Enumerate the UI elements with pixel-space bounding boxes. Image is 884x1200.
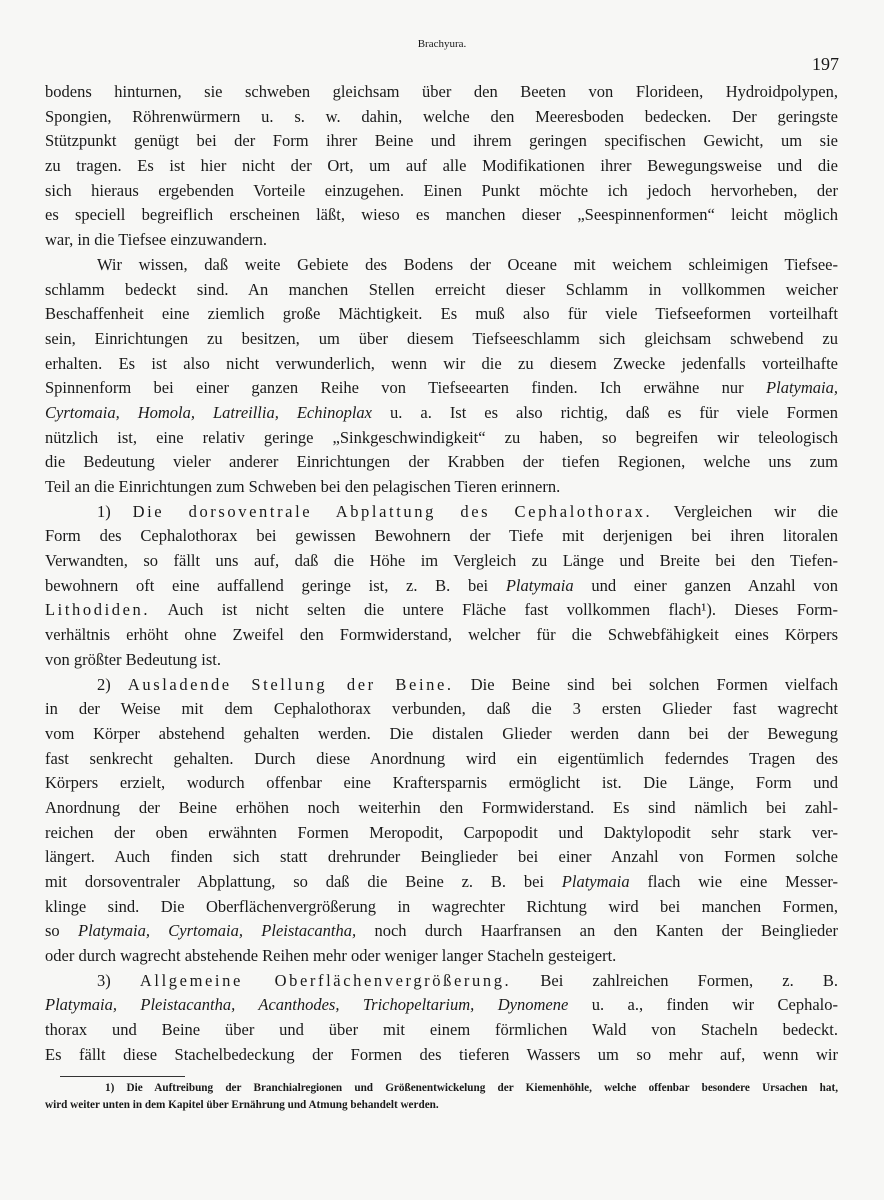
text-line: sich hieraus ergebenden Vorteile einzugehen. Einen Punkt möchte ich jedoch hervorheben, der — [45, 180, 838, 200]
text-segment: flach wie eine Messer- — [629, 872, 838, 891]
text-line: Stützpunkt genügt bei der Form ihrer Beine und ihrem geringen specifischen Gewicht, um sie — [45, 131, 838, 151]
text-line: die Bedeutung vieler anderer Einrichtungen der Krabben der tiefen Regionen, welche uns zum — [45, 452, 838, 472]
text-line: fast senkrecht gehalten. Durch diese Anordnung wird ein eigentümlich federndes Tragen des — [45, 748, 838, 768]
text-segment: 3) — [97, 970, 140, 990]
footnotes — [45, 1080, 838, 1114]
text-line — [45, 376, 838, 401]
text-line: sein, Einrichtungen zu besitzen, um über diesem Tiefseeschlamm sich gleichsam schwebend zu — [45, 328, 838, 348]
italic-taxon-names: Platymaia, Cyrtomaia, Pleistacantha, — [78, 921, 357, 941]
text-line: reichen der oben erwähnten Formen Meropodit, Carpopodit und Daktylopodit sehr stark ver- — [45, 822, 838, 842]
spaced-heading: Ausladende Stellung der Beine. — [127, 674, 454, 694]
text-line: zu tragen. Es ist hier nicht der Ort, um auf alle Modifikationen ihrer Bewegungsweise und die — [45, 156, 838, 176]
text-line: klinge sind. Die Oberflächenvergrößerung in wagrechter Richtung wird bei manchen Formen, — [45, 896, 838, 916]
text-line: Teil an die Einrichtungen zum Schweben bei den pelagischen Tieren erinnern. — [45, 477, 561, 496]
text-line — [45, 919, 838, 944]
text-line: Spongien, Röhrenwürmern u. s. w. dahin, welche den Meeresboden bedecken. Der geringste — [45, 106, 838, 126]
text-line: Körpers erzielt, wodurch offenbar eine Kraftersparnis ermöglicht ist. Die Länge, Form und — [45, 773, 838, 793]
text-line: nützlich ist, eine relativ geringe „Sinkgeschwindigkeit“ zu haben, so begreifen wir teleologisch — [45, 427, 838, 447]
text-line — [45, 500, 838, 525]
text-line: Beschaffenheit eine ziemlich große Mächtigkeit. Es muß also für viele Tiefseeformen vorteilhaft — [45, 304, 838, 324]
text-line: schlamm bedeckt sind. An manchen Stellen erreicht dieser Schlamm in vollkommen weicher — [45, 279, 838, 299]
text-line: war, in die Tiefsee einzuwandern. — [45, 230, 268, 250]
text-segment: bewohnern oft eine auffallend geringe ist, z. B. bei — [45, 575, 506, 595]
text-line: von größter Bedeutung ist. — [45, 649, 221, 669]
italic-taxon-names: Platymaia — [561, 872, 630, 891]
text-line: vom Körper abstehend gehalten werden. Die distalen Glieder werden dann bei der Bewegung — [45, 723, 838, 743]
text-segment: Vergleichen wir die — [652, 501, 838, 521]
text-line: verhältnis erhöht ohne Zweifel den Formwiderstand, welcher für die Schwebfähigkeit eines Körpers — [45, 625, 838, 645]
text-segment: 2) — [97, 674, 128, 694]
text-segment: Auch ist nicht selten die untere Fläche fast vollkommen flach¹). Dieses Form- — [150, 600, 838, 620]
text-line: thorax und Beine über und über mit einem förmlichen Wald von Stacheln bedeckt. — [45, 1020, 838, 1040]
text-line: oder durch wagrecht abstehende Reihen mehr oder weniger langer Stacheln gesteigert. — [45, 946, 617, 966]
text-line: Form des Cephalothorax bei gewissen Bewohnern der Tiefe mit derjenigen bei ihren litoralen — [45, 526, 838, 546]
italic-taxon-names: Platymaia — [505, 575, 574, 595]
text-segment: u. a. Ist es also richtig, daß es für viele Formen — [372, 402, 839, 422]
text-line: erhalten. Es ist also nicht verwunderlich, wenn wir die zu diesem Zwecke jedenfalls vorteilhafte — [45, 353, 838, 373]
text-line — [45, 969, 838, 994]
text-line: 1) Die Auftreibung der Branchialregionen und Größenentwickelung der Kiemenhöhle, welche offenbar besondere Ursachen hat, — [105, 1082, 838, 1094]
text-line: wird weiter unten in dem Kapitel über Ernährung und Atmung behandelt werden. — [45, 1099, 439, 1111]
text-segment: u. a., finden wir Cephalo- — [568, 995, 838, 1015]
body-text — [45, 80, 838, 1068]
text-segment: noch durch Haarfransen an den Kanten der Beinglieder — [356, 921, 839, 941]
text-line: Verwandten, so fällt uns auf, daß die Höhe im Vergleich zu Länge und Breite bei den Tiefen- — [45, 551, 838, 571]
page-number: 197 — [812, 54, 839, 74]
text-line: Es fällt diese Stachelbedeckung der Formen des tieferen Wassers um so mehr auf, wenn wir — [45, 1044, 838, 1064]
text-segment: mit dorsoventraler Abplattung, so daß die Beine z. B. bei — [45, 872, 562, 891]
text-line — [45, 870, 838, 895]
text-segment: 1) — [97, 501, 133, 521]
spaced-heading: Die dorsoventrale Abplattung des Cephalothorax. — [132, 501, 653, 521]
text-line: Anordnung der Beine erhöhen noch weiterhin den Formwiderstand. Es sind nämlich bei zahl- — [45, 797, 838, 817]
italic-taxon-names: Platymaia, — [766, 378, 838, 398]
text-line — [45, 598, 838, 623]
text-line: längert. Auch finden sich statt drehrunder Beinglieder bei einer Anzahl von Formen solche — [45, 847, 838, 867]
text-line: Wir wissen, daß weite Gebiete des Bodens der Oceane mit weichem schleimigen Tiefsee- — [97, 254, 838, 274]
footnote-rule — [60, 1076, 185, 1077]
text-line — [45, 574, 838, 599]
text-line — [45, 993, 838, 1018]
running-head: Brachyura. — [417, 38, 467, 50]
italic-taxon-names: Platymaia, Pleistacantha, Acanthodes, Trichopeltarium, Dynomene — [45, 995, 569, 1015]
italic-taxon-names: Cyrtomaia, Homola, Latreillia, Echinoplax — [45, 402, 372, 422]
text-line: bodens hinturnen, sie schweben gleichsam über den Beeten von Florideen, Hydroidpolypen, — [45, 82, 838, 101]
text-segment: und einer ganzen Anzahl von — [573, 575, 839, 595]
text-segment: so — [45, 921, 78, 941]
text-line — [45, 401, 838, 426]
text-segment: Spinnenform bei einer ganzen Reihe von Tiefseearten finden. Ich erwähne nur — [45, 378, 767, 398]
text-segment: Die Beine sind bei solchen Formen vielfach — [453, 674, 839, 694]
spaced-heading: Allgemeine Oberflächenvergrößerung. — [139, 970, 512, 990]
text-line: in der Weise mit dem Cephalothorax verbunden, daß die 3 ersten Glieder fast wagrecht — [45, 699, 838, 719]
text-segment: Bei zahlreichen Formen, z. B. — [511, 970, 839, 990]
spaced-heading: Lithodiden. — [45, 600, 151, 620]
text-line: es speciell begreiflich erscheinen läßt, wieso es manchen dieser „Seespinnenformen“ leicht möglich — [45, 205, 838, 225]
text-line — [45, 673, 838, 698]
